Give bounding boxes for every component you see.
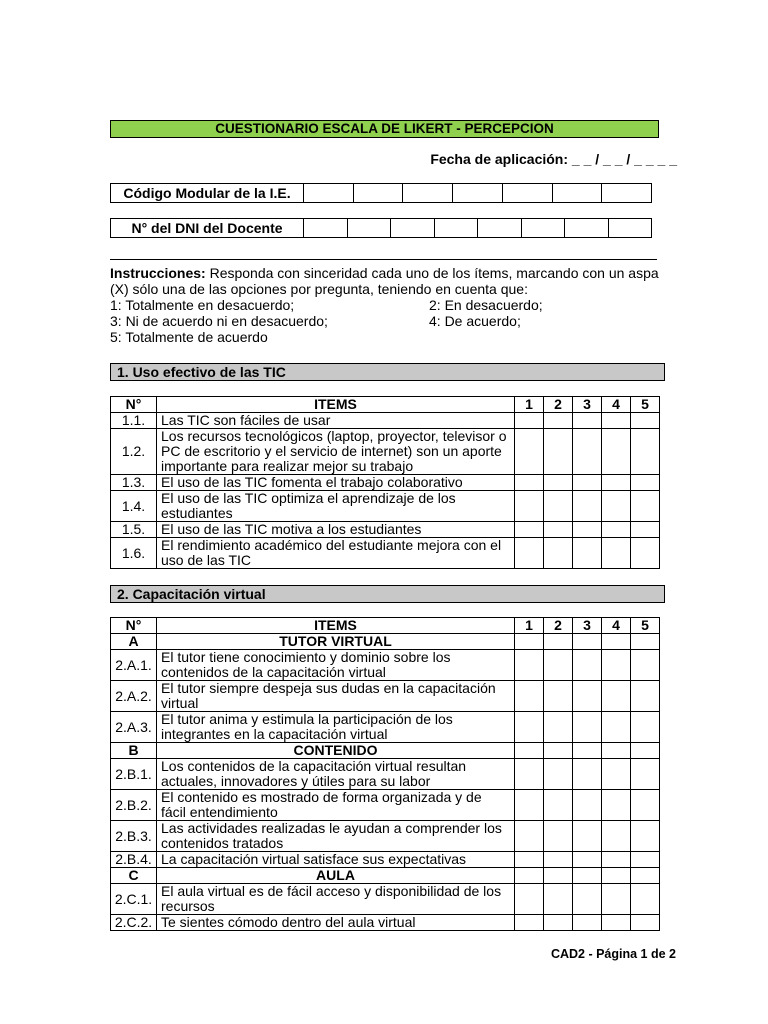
likert-option-1[interactable]: [515, 538, 544, 569]
table-row: [111, 429, 660, 475]
likert-option-5[interactable]: [631, 759, 660, 790]
col-4-header: 4: [602, 618, 631, 634]
option-5: 5: Totalmente de acuerdo: [110, 329, 268, 345]
likert-option-4[interactable]: [602, 884, 631, 915]
likert-option-1[interactable]: [515, 790, 544, 821]
group-blank-cell: [515, 743, 544, 759]
group-name: TUTOR VIRTUAL: [157, 634, 515, 650]
group-blank-cell: [573, 743, 602, 759]
likert-option-5[interactable]: [631, 475, 660, 491]
likert-option-1[interactable]: [515, 429, 544, 475]
item-text: Los recursos tecnológicos (laptop, proyector, televisor o PC de escritorio y el servicio de internet) son un aporte importante para realizar mejor su trabajo: [157, 429, 515, 475]
option-2: 2: En desacuerdo;: [429, 297, 543, 313]
likert-option-1[interactable]: [515, 413, 544, 429]
likert-option-4[interactable]: [602, 821, 631, 852]
item-text: El contenido es mostrado de forma organizada y de fácil entendimiento: [157, 790, 515, 821]
group-name: AULA: [157, 868, 515, 884]
divider: [110, 259, 657, 260]
table-row: [111, 915, 660, 931]
likert-option-3[interactable]: [573, 821, 602, 852]
table-row: [111, 475, 660, 491]
table-row: [111, 413, 660, 429]
dni-cell[interactable]: [521, 219, 565, 238]
likert-option-5[interactable]: [631, 429, 660, 475]
likert-option-5[interactable]: [631, 413, 660, 429]
page-footer: CAD2 - Página 1 de 2: [550, 947, 676, 961]
likert-option-5[interactable]: [631, 522, 660, 538]
col-2-header: 2: [544, 397, 573, 413]
likert-option-3[interactable]: [573, 852, 602, 868]
likert-option-3[interactable]: [573, 884, 602, 915]
table-header-row: [111, 618, 660, 634]
likert-option-3[interactable]: [573, 491, 602, 522]
table-row: [111, 790, 660, 821]
instructions: [110, 265, 670, 345]
item-number: 2.C.1.: [111, 884, 157, 915]
likert-option-2[interactable]: [544, 475, 573, 491]
group-blank-cell: [631, 634, 660, 650]
dni-cell[interactable]: [478, 219, 522, 238]
group-letter: A: [111, 634, 157, 650]
likert-option-3[interactable]: [573, 681, 602, 712]
item-text: Los contenidos de la capacitación virtual resultan actuales, innovadores y útiles para su labor: [157, 759, 515, 790]
option-3: 3: Ni de acuerdo ni en desacuerdo;: [110, 313, 328, 329]
group-blank-cell: [631, 868, 660, 884]
likert-option-4[interactable]: [602, 522, 631, 538]
likert-option-2[interactable]: [544, 915, 573, 931]
likert-option-4[interactable]: [602, 538, 631, 569]
likert-option-4[interactable]: [602, 852, 631, 868]
group-blank-cell: [515, 868, 544, 884]
section-1-title: 1. Uso efectivo de las TIC: [110, 363, 665, 381]
likert-option-4[interactable]: [602, 681, 631, 712]
group-blank-cell: [602, 634, 631, 650]
item-text: Las TIC son fáciles de usar: [157, 413, 515, 429]
col-4-header: 4: [602, 397, 631, 413]
item-text: El uso de las TIC motiva a los estudiantes: [157, 522, 515, 538]
likert-option-5[interactable]: [631, 650, 660, 681]
instructions-label: Instrucciones:: [110, 265, 206, 281]
group-blank-cell: [573, 868, 602, 884]
likert-option-5[interactable]: [631, 790, 660, 821]
likert-option-3[interactable]: [573, 538, 602, 569]
likert-option-3[interactable]: [573, 413, 602, 429]
item-number: 2.A.3.: [111, 712, 157, 743]
table-row: [111, 852, 660, 868]
likert-option-2[interactable]: [544, 884, 573, 915]
likert-option-1[interactable]: [515, 852, 544, 868]
option-4: 4: De acuerdo;: [429, 313, 521, 329]
item-number: 2.B.2.: [111, 790, 157, 821]
item-number: 1.3.: [111, 475, 157, 491]
table-header-row: [111, 397, 660, 413]
codigo-cell[interactable]: [304, 184, 354, 203]
group-header-row: [111, 868, 660, 884]
col-num-header: N°: [111, 397, 157, 413]
likert-option-1[interactable]: [515, 522, 544, 538]
item-text: El aula virtual es de fácil acceso y disponibilidad de los recursos: [157, 884, 515, 915]
likert-option-5[interactable]: [631, 821, 660, 852]
item-text: El tutor siempre despeja sus dudas en la capacitación virtual: [157, 681, 515, 712]
dni-cell[interactable]: [347, 219, 391, 238]
likert-option-4[interactable]: [602, 790, 631, 821]
col-items-header: ITEMS: [157, 618, 515, 634]
item-text: El tutor tiene conocimiento y dominio sobre los contenidos de la capacitación virtual: [157, 650, 515, 681]
col-2-header: 2: [544, 618, 573, 634]
col-3-header: 3: [573, 397, 602, 413]
likert-option-1[interactable]: [515, 712, 544, 743]
item-text: El uso de las TIC optimiza el aprendizaje de los estudiantes: [157, 491, 515, 522]
col-3-header: 3: [573, 618, 602, 634]
group-blank-cell: [573, 634, 602, 650]
table-row: [111, 538, 660, 569]
dni-cell[interactable]: [608, 219, 652, 238]
item-text: El tutor anima y estimula la participación de los integrantes en la capacitación virtual: [157, 712, 515, 743]
likert-option-3[interactable]: [573, 790, 602, 821]
likert-option-2[interactable]: [544, 821, 573, 852]
likert-option-3[interactable]: [573, 522, 602, 538]
likert-option-5[interactable]: [631, 712, 660, 743]
likert-option-1[interactable]: [515, 759, 544, 790]
likert-option-2[interactable]: [544, 852, 573, 868]
col-5-header: 5: [631, 618, 660, 634]
likert-option-5[interactable]: [631, 538, 660, 569]
col-1-header: 1: [515, 397, 544, 413]
codigo-cell[interactable]: [453, 184, 503, 203]
instructions-text: Responda con sinceridad cada uno de los ítems, marcando con un aspa (X) sólo una de las opciones por pregunta, teniendo en cuenta que:: [110, 265, 659, 297]
table-row: [111, 491, 660, 522]
group-blank-cell: [602, 743, 631, 759]
likert-option-3[interactable]: [573, 759, 602, 790]
dni-label: N° del DNI del Docente: [111, 219, 304, 238]
col-num-header: N°: [111, 618, 157, 634]
likert-option-1[interactable]: [515, 491, 544, 522]
table-row: [111, 712, 660, 743]
item-text: La capacitación virtual satisface sus expectativas: [157, 852, 515, 868]
item-text: El rendimiento académico del estudiante mejora con el uso de las TIC: [157, 538, 515, 569]
likert-option-2[interactable]: [544, 790, 573, 821]
likert-option-5[interactable]: [631, 852, 660, 868]
table-row: [111, 884, 660, 915]
likert-option-4[interactable]: [602, 915, 631, 931]
dni-grid: [110, 218, 652, 238]
codigo-cell[interactable]: [502, 184, 552, 203]
likert-option-4[interactable]: [602, 712, 631, 743]
item-text: El uso de las TIC fomenta el trabajo colaborativo: [157, 475, 515, 491]
page-title: CUESTIONARIO ESCALA DE LIKERT - PERCEPCION: [110, 120, 659, 138]
fecha-aplicacion: Fecha de aplicación: _ _ / _ _ / _ _ _ _: [430, 151, 677, 167]
group-blank-cell: [602, 868, 631, 884]
item-number: 2.B.3.: [111, 821, 157, 852]
option-1: 1: Totalmente en desacuerdo;: [110, 297, 295, 313]
item-number: 2.A.1.: [111, 650, 157, 681]
likert-option-2[interactable]: [544, 429, 573, 475]
dni-cell[interactable]: [304, 219, 348, 238]
codigo-modular-grid: [110, 183, 652, 203]
codigo-cell[interactable]: [602, 184, 652, 203]
item-number: 1.2.: [111, 429, 157, 475]
group-blank-cell: [515, 634, 544, 650]
group-letter: B: [111, 743, 157, 759]
item-number: 1.6.: [111, 538, 157, 569]
likert-option-5[interactable]: [631, 915, 660, 931]
likert-option-3[interactable]: [573, 650, 602, 681]
dni-cell[interactable]: [391, 219, 435, 238]
col-1-header: 1: [515, 618, 544, 634]
likert-option-2[interactable]: [544, 522, 573, 538]
likert-option-2[interactable]: [544, 491, 573, 522]
table-row: [111, 759, 660, 790]
group-blank-cell: [544, 868, 573, 884]
likert-option-3[interactable]: [573, 915, 602, 931]
table-row: [111, 522, 660, 538]
codigo-cell[interactable]: [552, 184, 602, 203]
item-number: 2.C.2.: [111, 915, 157, 931]
likert-option-4[interactable]: [602, 491, 631, 522]
likert-option-2[interactable]: [544, 712, 573, 743]
likert-option-4[interactable]: [602, 413, 631, 429]
dni-cell[interactable]: [565, 219, 609, 238]
item-number: 1.1.: [111, 413, 157, 429]
item-number: 2.B.4.: [111, 852, 157, 868]
group-header-row: [111, 743, 660, 759]
codigo-modular-label: Código Modular de la I.E.: [111, 184, 304, 203]
dni-cell[interactable]: [434, 219, 478, 238]
likert-option-2[interactable]: [544, 681, 573, 712]
col-5-header: 5: [631, 397, 660, 413]
likert-option-4[interactable]: [602, 475, 631, 491]
table-row: [111, 650, 660, 681]
likert-option-2[interactable]: [544, 538, 573, 569]
likert-option-4[interactable]: [602, 759, 631, 790]
group-blank-cell: [544, 634, 573, 650]
group-blank-cell: [631, 743, 660, 759]
table-row: [111, 821, 660, 852]
likert-option-4[interactable]: [602, 650, 631, 681]
section-1-table: [110, 396, 660, 569]
likert-option-2[interactable]: [544, 413, 573, 429]
likert-option-1[interactable]: [515, 915, 544, 931]
group-blank-cell: [544, 743, 573, 759]
likert-option-5[interactable]: [631, 491, 660, 522]
group-name: CONTENIDO: [157, 743, 515, 759]
likert-option-2[interactable]: [544, 759, 573, 790]
likert-option-3[interactable]: [573, 475, 602, 491]
item-number: 1.4.: [111, 491, 157, 522]
codigo-cell[interactable]: [353, 184, 403, 203]
item-number: 2.B.1.: [111, 759, 157, 790]
item-number: 2.A.2.: [111, 681, 157, 712]
likert-option-1[interactable]: [515, 884, 544, 915]
table-row: [111, 681, 660, 712]
likert-option-1[interactable]: [515, 650, 544, 681]
likert-option-5[interactable]: [631, 884, 660, 915]
group-letter: C: [111, 868, 157, 884]
section-2-table: [110, 617, 660, 931]
likert-option-1[interactable]: [515, 821, 544, 852]
likert-option-3[interactable]: [573, 429, 602, 475]
likert-option-5[interactable]: [631, 681, 660, 712]
likert-option-1[interactable]: [515, 681, 544, 712]
codigo-cell[interactable]: [403, 184, 453, 203]
section-2-title: 2. Capacitación virtual: [110, 585, 665, 603]
likert-option-1[interactable]: [515, 475, 544, 491]
group-header-row: [111, 634, 660, 650]
likert-option-4[interactable]: [602, 429, 631, 475]
item-number: 1.5.: [111, 522, 157, 538]
likert-option-2[interactable]: [544, 650, 573, 681]
col-items-header: ITEMS: [157, 397, 515, 413]
likert-option-3[interactable]: [573, 712, 602, 743]
item-text: Las actividades realizadas le ayudan a comprender los contenidos tratados: [157, 821, 515, 852]
item-text: Te sientes cómodo dentro del aula virtual: [157, 915, 515, 931]
